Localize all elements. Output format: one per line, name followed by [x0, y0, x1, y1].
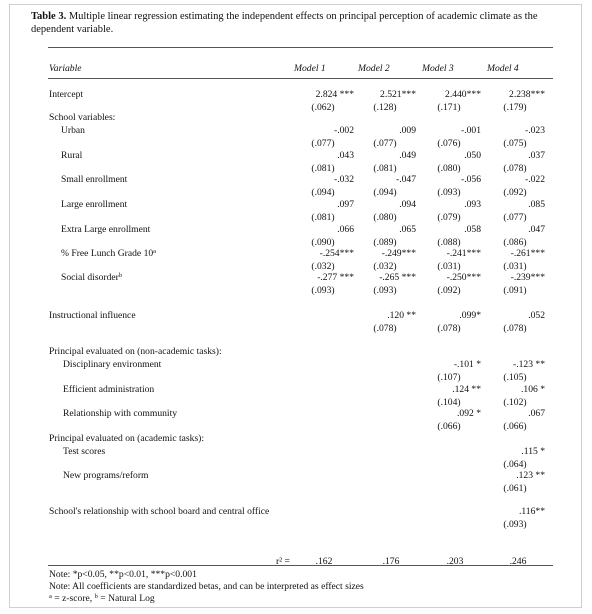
- std-error-cell: (.128): [373, 102, 397, 113]
- note-natlog: = Natural Log: [100, 593, 155, 604]
- coefficient-cell: -.001: [461, 125, 481, 136]
- row-label-text: Social disorder: [61, 272, 119, 283]
- row-label-text: Rural: [61, 150, 83, 161]
- std-error-cell: (.077): [311, 138, 335, 149]
- coefficient-cell: -.277 ***: [317, 272, 354, 283]
- coefficient-cell: .123 **: [516, 470, 545, 481]
- bottom-rule: [48, 565, 553, 566]
- std-error-cell: (.078): [503, 163, 527, 174]
- row-label-text: Principal evaluated on (non-academic tasks):: [49, 346, 222, 357]
- row-label-text: Relationship with community: [63, 408, 178, 419]
- coefficient-cell: .097: [337, 199, 354, 210]
- std-error-cell: (.104): [437, 397, 461, 408]
- row-label-text: Efficient administration: [63, 384, 155, 395]
- coefficient-cell: .050: [464, 150, 481, 161]
- table-caption: [31, 10, 561, 36]
- std-error-cell: (.081): [311, 163, 335, 174]
- r2-value: .176: [382, 556, 400, 567]
- r2-value: .162: [315, 556, 333, 567]
- row-label: [61, 125, 85, 136]
- coefficient-cell: .106 *: [521, 384, 545, 395]
- std-error-cell: (.093): [503, 519, 527, 530]
- std-error-cell: (.031): [503, 261, 527, 272]
- coefficient-cell: -.101 *: [453, 359, 481, 370]
- coefficient-cell: .065: [399, 224, 416, 235]
- std-error-cell: (.081): [311, 212, 335, 223]
- r2-label: r² =: [276, 556, 290, 567]
- row-label-text: School's relationship with school board and central office: [49, 506, 270, 517]
- coefficient-cell: .043: [337, 150, 354, 161]
- coefficient-cell: -.250***: [446, 272, 481, 283]
- std-error-cell: (.032): [311, 261, 335, 272]
- row-label: [49, 310, 136, 321]
- row-label: [49, 506, 279, 517]
- std-error-cell: (.093): [311, 285, 335, 296]
- std-error-cell: (.080): [437, 163, 461, 174]
- coefficient-cell: .037: [528, 150, 545, 161]
- std-error-cell: (.077): [503, 212, 527, 223]
- row-label-text: Urban: [61, 125, 85, 136]
- row-label: [61, 199, 127, 210]
- row-label: [61, 272, 122, 283]
- std-error-cell: (.031): [437, 261, 461, 272]
- coefficient-cell: .093: [464, 199, 481, 210]
- coefficient-cell: 2.824 ***: [315, 89, 354, 100]
- std-error-cell: (.094): [311, 187, 335, 198]
- std-error-cell: (.092): [503, 187, 527, 198]
- coefficient-cell: .085: [528, 199, 545, 210]
- footnote-marker: a: [153, 248, 157, 255]
- row-label: [49, 112, 115, 123]
- coefficient-cell: -.056: [461, 174, 481, 185]
- std-error-cell: (.076): [437, 138, 461, 149]
- row-label-text: Principal evaluated on (academic tasks):: [49, 433, 205, 444]
- coefficient-cell: -.249***: [381, 248, 416, 259]
- table-frame: [9, 4, 582, 608]
- row-label: [63, 470, 149, 481]
- coefficient-cell: .067: [528, 408, 545, 419]
- std-error-cell: (.081): [373, 163, 397, 174]
- r2-value: .203: [446, 556, 464, 567]
- coefficient-cell: -.047: [396, 174, 416, 185]
- std-error-cell: (.093): [373, 285, 397, 296]
- note-superscripts: [49, 593, 155, 604]
- std-error-cell: (.102): [503, 397, 527, 408]
- coefficient-cell: -.123 **: [513, 359, 545, 370]
- note-zscore: = z-score,: [54, 593, 93, 604]
- std-error-cell: (.107): [437, 372, 461, 383]
- coefficient-cell: .120 **: [387, 310, 416, 321]
- std-error-cell: (.105): [503, 372, 527, 383]
- header-model-4: Model 4: [487, 63, 519, 74]
- row-label: [49, 433, 204, 444]
- row-label: [61, 248, 156, 259]
- row-label-text: Extra Large enrollment: [61, 224, 151, 235]
- coefficient-cell: -.239***: [510, 272, 545, 283]
- row-label-text: Large enrollment: [61, 199, 128, 210]
- std-error-cell: (.093): [437, 187, 461, 198]
- footnote-marker: b: [118, 272, 123, 279]
- coefficient-cell: .009: [399, 125, 416, 136]
- coefficient-cell: -.265 ***: [379, 272, 416, 283]
- row-label-text: New programs/reform: [63, 470, 149, 481]
- row-label: [63, 446, 105, 457]
- row-label: [49, 89, 83, 100]
- row-label: [63, 384, 154, 395]
- coefficient-cell: .049: [399, 150, 416, 161]
- coefficient-cell: .115 *: [521, 446, 545, 457]
- header-variable: Variable: [49, 63, 82, 74]
- coefficient-cell: -.022: [525, 174, 545, 185]
- coefficient-cell: .047: [528, 224, 545, 235]
- coefficient-cell: .099*: [459, 310, 481, 321]
- header-rule: [48, 78, 553, 79]
- note-sup-b: b: [94, 593, 98, 600]
- header-model-1: Model 1: [294, 63, 326, 74]
- header-model-3: Model 3: [422, 63, 454, 74]
- coefficient-cell: .052: [528, 310, 545, 321]
- std-error-cell: (.078): [373, 323, 397, 334]
- coefficient-cell: .066: [337, 224, 354, 235]
- row-label-text: Intercept: [49, 89, 84, 100]
- std-error-cell: (.064): [503, 459, 527, 470]
- note-significance: Note: *p<0.05, **p<0.01, ***p<0.001: [49, 569, 197, 580]
- row-label-text: Small enrollment: [61, 174, 128, 185]
- coefficient-cell: -.261***: [510, 248, 545, 259]
- coefficient-cell: .116**: [518, 506, 545, 517]
- std-error-cell: (.088): [437, 237, 461, 248]
- std-error-cell: (.092): [437, 285, 461, 296]
- row-label-text: School variables:: [49, 112, 116, 123]
- std-error-cell: (.061): [503, 483, 527, 494]
- std-error-cell: (.079): [437, 212, 461, 223]
- coefficient-cell: .094: [399, 199, 416, 210]
- std-error-cell: (.032): [373, 261, 397, 272]
- coefficient-cell: -.032: [334, 174, 354, 185]
- std-error-cell: (.078): [437, 323, 461, 334]
- std-error-cell: (.091): [503, 285, 527, 296]
- row-label: [61, 150, 82, 161]
- row-label-text: Instructional influence: [49, 310, 136, 321]
- note-sup-a: a: [49, 593, 52, 600]
- row-label: [61, 174, 127, 185]
- std-error-cell: (.066): [437, 421, 461, 432]
- coefficient-cell: 2.238***: [509, 89, 545, 100]
- r2-value: .246: [509, 556, 527, 567]
- row-label: [61, 224, 150, 235]
- std-error-cell: (.171): [437, 102, 461, 113]
- row-label: [63, 359, 161, 370]
- std-error-cell: (.090): [311, 237, 335, 248]
- table-label: Table 3.: [31, 11, 67, 22]
- coefficient-cell: .124 **: [452, 384, 481, 395]
- row-label-text: Disciplinary environment: [63, 359, 162, 370]
- std-error-cell: (.080): [373, 212, 397, 223]
- std-error-cell: (.077): [373, 138, 397, 149]
- row-label-text: Test scores: [63, 446, 106, 457]
- coefficient-cell: .058: [464, 224, 481, 235]
- std-error-cell: (.179): [503, 102, 527, 113]
- header-model-2: Model 2: [358, 63, 390, 74]
- top-rule: [48, 47, 553, 48]
- std-error-cell: (.078): [503, 323, 527, 334]
- coefficient-cell: -.254***: [319, 248, 354, 259]
- row-label: [63, 408, 177, 419]
- coefficient-cell: 2.440***: [445, 89, 481, 100]
- std-error-cell: (.086): [503, 237, 527, 248]
- row-label: [49, 346, 222, 357]
- caption-text: Multiple linear regression estimating the independent effects on principal perception of academic climate as the dependent variable.: [31, 11, 538, 35]
- std-error-cell: (.066): [503, 421, 527, 432]
- coefficient-cell: -.023: [525, 125, 545, 136]
- note-standardized: Note: All coefficients are standardized betas, and can be interpreted as effect sizes: [49, 581, 364, 592]
- std-error-cell: (.075): [503, 138, 527, 149]
- std-error-cell: (.089): [373, 237, 397, 248]
- row-label-text: % Free Lunch Grade 10: [61, 248, 154, 259]
- std-error-cell: (.062): [311, 102, 335, 113]
- coefficient-cell: -.002: [334, 125, 354, 136]
- coefficient-cell: -.241***: [446, 248, 481, 259]
- coefficient-cell: .092 *: [457, 408, 481, 419]
- std-error-cell: (.094): [373, 187, 397, 198]
- coefficient-cell: 2.521***: [380, 89, 416, 100]
